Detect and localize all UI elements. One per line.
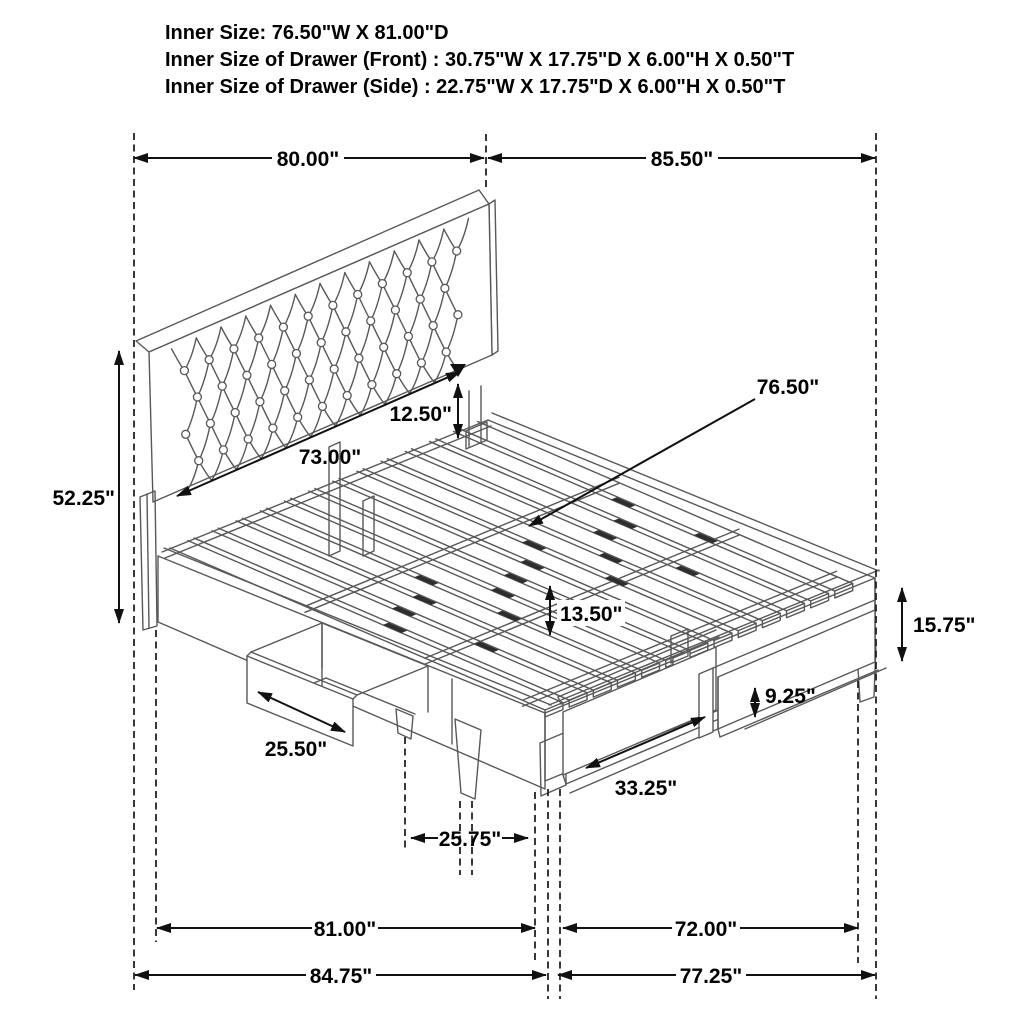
header-line-2: Inner Size of Drawer (Front) : 30.75"W X 17.75"D X 6.00"H X 0.50"T [165,49,795,71]
dim-label-81: 81.00" [313,918,377,941]
dim-label-2575: 25.75" [438,828,502,851]
labels [52,22,975,988]
dim-label-2550: 25.50" [264,738,328,761]
dim-label-7650: 76.50" [756,376,820,399]
header-line-3: Inner Size of Drawer (Side) : 22.75"W X 17.75"D X 6.00"H X 0.50"T [165,76,786,98]
center-post [363,496,374,556]
dim-label-8550: 85.50" [650,148,714,171]
drawer-front-panel [718,610,875,729]
dim-label-72: 72.00" [674,918,738,941]
header-line-1: Inner Size: 76.50"W X 81.00"D [165,22,449,44]
bed-leg [540,732,566,796]
drawer-end-cap [699,668,713,738]
dim-label-1250: 12.50" [389,403,452,426]
drawer-front-panel [247,656,353,746]
bed-leg [396,709,413,739]
dim-label-73: 73.00" [298,446,362,469]
dim-label-1575: 15.75" [913,614,976,637]
dim-label-925: 9.25" [765,685,816,708]
dim-label-80: 80.00" [276,148,340,171]
dim-label-7725: 77.25" [679,965,743,988]
dim-label-1350: 13.50" [560,603,623,626]
dim-label-8475: 84.75" [309,965,373,988]
dimension-lines [119,158,902,975]
dim-label-3325: 33.25" [614,777,678,800]
dim-label-5225: 52.25" [52,487,115,510]
